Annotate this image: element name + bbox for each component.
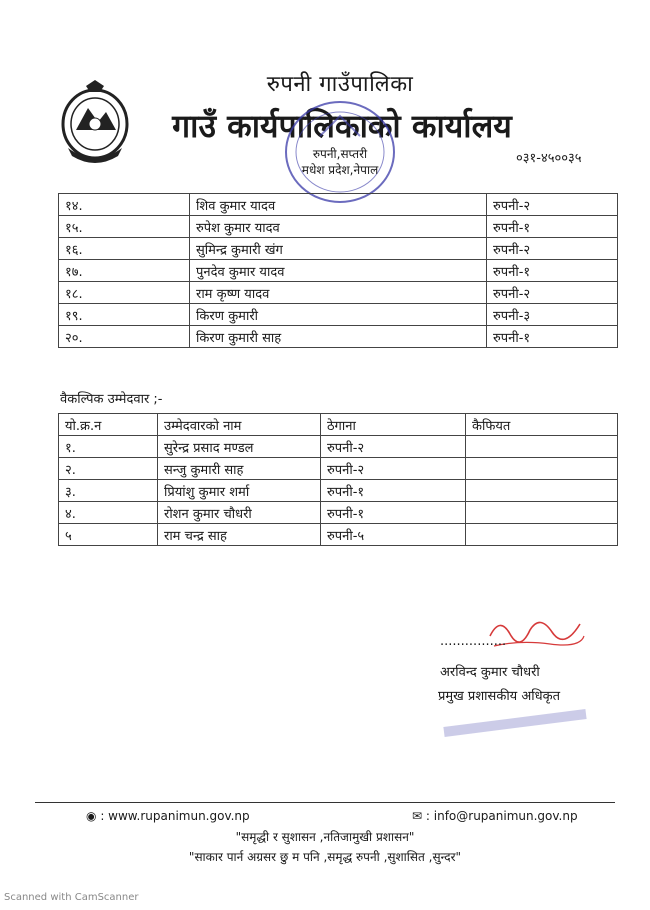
website-text: : www.rupanimun.gov.np — [100, 809, 250, 823]
candidate-list-body — [59, 194, 618, 348]
header-remark: कैफियत — [466, 414, 618, 436]
row-name: प्रियांशु कुमार शर्मा — [158, 480, 321, 502]
row-sn: १६. — [59, 238, 190, 260]
row-name: राम कृष्ण यादव — [190, 282, 487, 304]
row-remark — [466, 502, 618, 524]
table-row — [59, 458, 618, 480]
table-header-row — [59, 414, 618, 436]
row-address: रुपनी-२ — [321, 458, 466, 480]
row-name: पुनदेव कुमार यादव — [190, 260, 487, 282]
row-name: रोशन कुमार चौधरी — [158, 502, 321, 524]
table-row — [59, 216, 618, 238]
footer-motto-1: "समृद्धी र सुशासन ,नतिजामुखी प्रशासन" — [235, 830, 415, 844]
row-address: रुपनी-१ — [321, 502, 466, 524]
address-line-1: रुपनी,सप्तरी — [312, 147, 368, 161]
globe-icon: ◉ — [86, 809, 97, 823]
row-name: शिव कुमार यादव — [190, 194, 487, 216]
header-address: ठेगाना — [321, 414, 466, 436]
row-remark — [466, 458, 618, 480]
scanner-watermark: Scanned with CamScanner — [4, 892, 139, 903]
row-address: रुपनी-२ — [487, 282, 618, 304]
row-sn: १८. — [59, 282, 190, 304]
signature-dots: ................ — [440, 634, 507, 649]
alternate-candidate-body — [59, 436, 618, 546]
footer-website — [86, 809, 250, 823]
footer-email — [412, 809, 578, 823]
signer-name: अरविन्द कुमार चौधरी — [440, 665, 540, 680]
row-name: सुरेन्द्र प्रसाद मण्डल — [158, 436, 321, 458]
row-address: रुपनी-१ — [321, 480, 466, 502]
row-address: रुपनी-५ — [321, 524, 466, 546]
row-address: रुपनी-१ — [487, 216, 618, 238]
row-sn: १७. — [59, 260, 190, 282]
row-name: किरण कुमारी — [190, 304, 487, 326]
row-name: राम चन्द्र साह — [158, 524, 321, 546]
row-name: सुमिन्द्र कुमारी खंग — [190, 238, 487, 260]
row-sn: २. — [59, 458, 158, 480]
address-line-2: मधेश प्रदेश,नेपाल — [301, 163, 379, 177]
nepal-government-emblem-icon — [58, 78, 132, 164]
mail-icon: ✉ — [412, 809, 423, 823]
header-name: उम्मेदवारको नाम — [158, 414, 321, 436]
table-row — [59, 524, 618, 546]
signer-title: प्रमुख प्रशासकीय अधिकृत — [438, 689, 561, 704]
row-address: रुपनी-१ — [487, 326, 618, 348]
row-remark — [466, 524, 618, 546]
municipality-name: रुपनी गाउँपालिका — [266, 72, 414, 97]
row-sn: १५. — [59, 216, 190, 238]
row-address: रुपनी-२ — [487, 238, 618, 260]
alternate-candidate-table — [58, 413, 618, 546]
table-row — [59, 282, 618, 304]
table-row — [59, 260, 618, 282]
office-address — [300, 146, 380, 178]
table-row — [59, 238, 618, 260]
alternate-heading: वैकल्पिक उम्मेदवार ;- — [60, 392, 163, 407]
row-sn: ५ — [59, 524, 158, 546]
table-row — [59, 502, 618, 524]
row-address: रुपनी-२ — [321, 436, 466, 458]
header-sn: यो.क्र.न — [59, 414, 158, 436]
table-row — [59, 326, 618, 348]
row-address: रुपनी-३ — [487, 304, 618, 326]
row-address: रुपनी-१ — [487, 260, 618, 282]
row-sn: ३. — [59, 480, 158, 502]
office-phone: ०३१-४५००३५ — [516, 151, 582, 166]
table-row — [59, 436, 618, 458]
row-name: किरण कुमारी साह — [190, 326, 487, 348]
row-address: रुपनी-२ — [487, 194, 618, 216]
row-name: रुपेश कुमार यादव — [190, 216, 487, 238]
designation-seal-icon — [440, 700, 590, 740]
row-sn: १९. — [59, 304, 190, 326]
row-sn: १. — [59, 436, 158, 458]
table-row — [59, 194, 618, 216]
email-text: : info@rupanimun.gov.np — [425, 809, 578, 823]
footer-motto-2: "साकार पार्न अग्रसर छु म पनि ,समृद्ध रुपनी ,सुशासित ,सुन्दर" — [188, 850, 462, 864]
table-row — [59, 304, 618, 326]
row-sn: २०. — [59, 326, 190, 348]
row-name: सन्जु कुमारी साह — [158, 458, 321, 480]
table-row — [59, 480, 618, 502]
row-sn: १४. — [59, 194, 190, 216]
candidate-list-table — [58, 193, 618, 348]
office-title: गाउँ कार्यपालिकाको कार्यालय — [172, 107, 512, 145]
row-remark — [466, 480, 618, 502]
row-sn: ४. — [59, 502, 158, 524]
row-remark — [466, 436, 618, 458]
footer-divider — [35, 802, 615, 803]
